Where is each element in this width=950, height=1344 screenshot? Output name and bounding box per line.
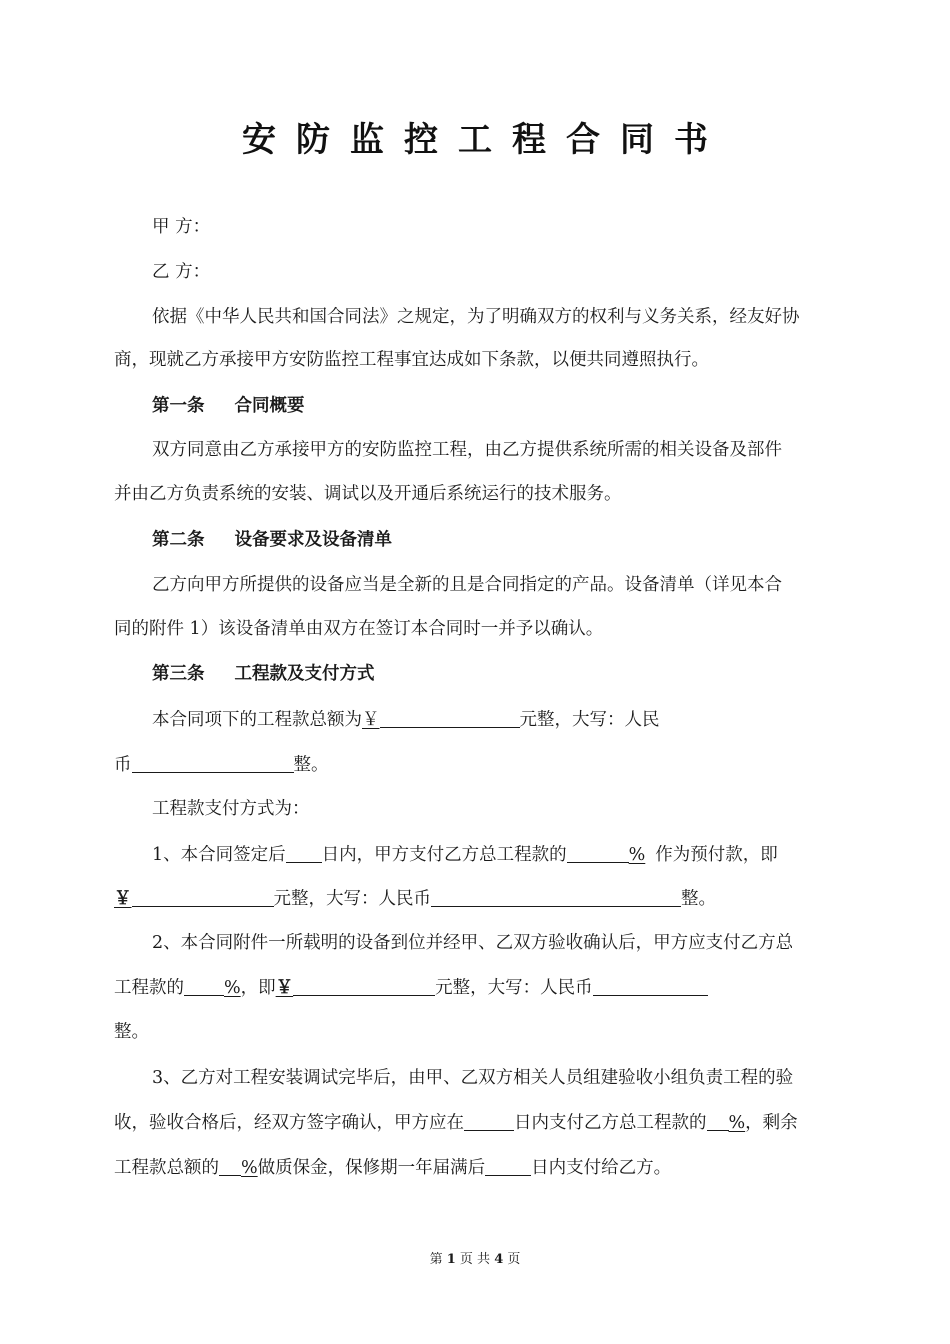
- stage2-amount-blank: [293, 975, 435, 996]
- article-1-title: 合同概要: [234, 396, 305, 416]
- current-page: 1: [446, 1252, 456, 1267]
- days-blank-3: [464, 1110, 514, 1131]
- prepay-amount-blank: [132, 886, 274, 907]
- payment-item-3-line-2: 收，验收合格后，经双方签字确认，甲方应在 日内支付乙方总工程款的 %，剩余: [114, 1110, 842, 1135]
- percent-blank-3: [707, 1110, 729, 1131]
- article-2-line-2: 同的附件 1）该设备清单由双方在签订本合同时一并予以确认。: [114, 619, 604, 639]
- total-amount-words-blank: [132, 752, 294, 773]
- article-3-number: 第三条: [152, 664, 205, 684]
- article-3-title: 工程款及支付方式: [234, 664, 375, 684]
- payment-item-2-line-2: 工程款的 %，即￥ 元整，大写：人民币: [114, 975, 842, 1000]
- payment-item-1: 1、本合同签定后 日内，甲方支付乙方总工程款的 % 作为预付款，即: [152, 842, 842, 867]
- party-b-line: 乙 方：: [152, 262, 211, 282]
- article-2-line-1: 乙方向甲方所提供的设备应当是全新的且是合同指定的产品。设备清单（详见本合: [152, 575, 782, 595]
- total-pages: 4: [494, 1252, 504, 1267]
- document-title: 安防监控工程合同书: [242, 120, 728, 160]
- article-2-number: 第二条: [152, 530, 205, 550]
- prepay-words-blank: [431, 886, 681, 907]
- days-blank-4: [485, 1155, 531, 1176]
- percent-blank-2: [184, 975, 224, 996]
- article-1-line-1: 双方同意由乙方承接甲方的安防监控工程，由乙方提供系统所需的相关设备及部件: [152, 440, 782, 460]
- intro-line-2: 商，现就乙方承接甲方安防监控工程事宜达成如下条款，以便共同遵照执行。: [114, 350, 709, 370]
- party-a-line: 甲 方：: [152, 217, 211, 237]
- total-amount-line-2: 币 整。: [114, 752, 842, 777]
- stage2-words-blank: [593, 975, 708, 996]
- article-1-line-2: 并由乙方负责系统的安装、调试以及开通后系统运行的技术服务。: [114, 484, 622, 504]
- payment-method-label: 工程款支付方式为：: [152, 799, 310, 819]
- page-number-footer: 第 1 页 共 4 页: [429, 1252, 521, 1267]
- days-blank: [286, 842, 322, 863]
- yen-sign: ￥: [362, 710, 380, 730]
- retention-percent-blank: [219, 1155, 241, 1176]
- total-amount-blank: [380, 707, 520, 728]
- article-1-number: 第一条: [152, 396, 205, 416]
- article-2-title: 设备要求及设备清单: [234, 530, 392, 550]
- article-3-heading: [152, 662, 842, 686]
- payment-item-2-line-3: 整。: [114, 1022, 149, 1042]
- total-amount-line: 本合同项下的工程款总额为￥ 元整，大写：人民: [152, 707, 842, 732]
- percent-blank: [567, 842, 629, 863]
- payment-item-1-line-2: ￥ 元整，大写：人民币 整。: [114, 886, 842, 911]
- payment-item-3-line-3: 工程款总额的 %做质保金，保修期一年届满后 日内支付给乙方。: [114, 1155, 842, 1180]
- article-2-heading: [152, 528, 842, 552]
- payment-item-2: 2、本合同附件一所载明的设备到位并经甲、乙双方验收确认后，甲方应支付乙方总: [152, 933, 794, 953]
- intro-line-1: 依据《中华人民共和国合同法》之规定，为了明确双方的权利与义务关系，经友好协: [152, 307, 800, 327]
- article-1-heading: [152, 394, 842, 418]
- payment-item-3: 3、乙方对工程安装调试完毕后，由甲、乙双方相关人员组建验收小组负责工程的验: [152, 1068, 794, 1088]
